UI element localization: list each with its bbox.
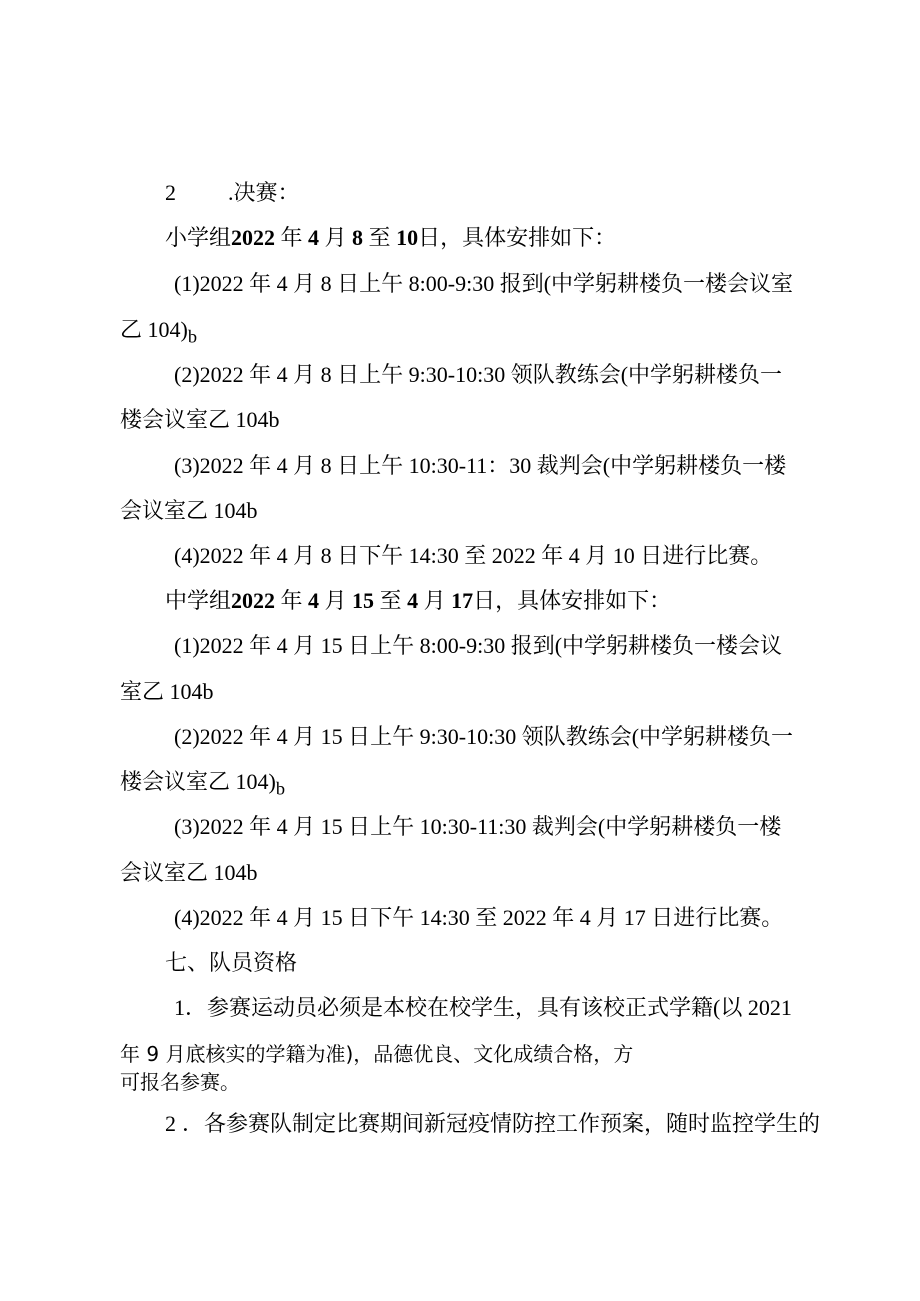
primary-item-3-line-2: 会议室乙 104b bbox=[120, 498, 258, 523]
section-7-heading: 七、队员资格 bbox=[165, 950, 298, 975]
item-text: 楼会议室乙 104) bbox=[120, 769, 276, 794]
middle-group-intro bbox=[165, 587, 671, 615]
primary-item-4: (4)2022 年 4 月 8 日下午 14:30 至 2022 年 4 月 10 日进行比赛。 bbox=[174, 543, 773, 568]
primary-group-intro bbox=[165, 224, 616, 252]
intro-month: 4 bbox=[308, 225, 320, 250]
intro-text: 月 bbox=[423, 588, 446, 613]
item-number: 2 bbox=[165, 1111, 176, 1136]
intro-month-end: 4 bbox=[407, 588, 419, 613]
intro-text: 日，具体安排如下： bbox=[473, 588, 672, 613]
item-text: 乙 104) bbox=[120, 317, 188, 342]
final-heading-text: .决赛： bbox=[228, 180, 300, 205]
primary-item-1-line-1: (1)2022 年 4 月 8 日上午 8:00-9:30 报到(中学躬耕楼负一楼会议室 bbox=[174, 271, 794, 296]
intro-day-end: 10 bbox=[396, 225, 419, 250]
intro-text: 日，具体安排如下： bbox=[418, 225, 617, 250]
intro-text: 年 bbox=[280, 588, 303, 613]
intro-day-start: 8 bbox=[352, 225, 364, 250]
primary-item-3-line-1: (3)2022 年 4 月 8 日上午 10:30-11：30 裁判会(中学躬耕楼负一楼 bbox=[174, 453, 787, 478]
intro-text: 年 bbox=[280, 225, 303, 250]
qualification-1-line-1: 1．参赛运动员必须是本校在校学生，具有该校正式学籍(以 2021 bbox=[174, 995, 792, 1020]
intro-text: 月 bbox=[324, 588, 347, 613]
intro-day-start: 15 bbox=[352, 588, 375, 613]
final-heading bbox=[165, 179, 300, 207]
primary-item-1-line-2 bbox=[120, 316, 197, 350]
item-subscript: b bbox=[187, 326, 197, 347]
intro-text: 至 bbox=[368, 225, 391, 250]
middle-item-2-line-1: (2)2022 年 4 月 15 日上午 9:30-10:30 领队教练会(中学躬耕楼负一 bbox=[174, 724, 794, 749]
final-heading-number: 2 bbox=[165, 180, 176, 205]
intro-text: 中学组 bbox=[165, 588, 232, 613]
qualification-1-line-3: 可报名参赛。 bbox=[120, 1070, 240, 1094]
intro-year: 2022 bbox=[231, 588, 276, 613]
middle-item-3-line-1: (3)2022 年 4 月 15 日上午 10:30-11:30 裁判会(中学躬耕楼负一楼 bbox=[174, 814, 782, 839]
intro-text: 至 bbox=[379, 588, 402, 613]
middle-item-4: (4)2022 年 4 月 15 日下午 14:30 至 2022 年 4 月 17 日进行比赛。 bbox=[174, 905, 784, 930]
qualification-2 bbox=[165, 1110, 820, 1138]
middle-item-1-line-2: 室乙 104b bbox=[120, 679, 214, 704]
item-subscript: b bbox=[275, 778, 285, 799]
middle-item-2-line-2 bbox=[120, 768, 285, 802]
intro-text: 小学组 bbox=[165, 225, 232, 250]
primary-item-2-line-2: 楼会议室乙 104b bbox=[120, 407, 280, 432]
intro-day-end: 17 bbox=[451, 588, 474, 613]
intro-month: 4 bbox=[308, 588, 320, 613]
qualification-1-line-2: 年 9 月底核实的学籍为准)，品德优良、文化成绩合格，方 bbox=[120, 1042, 634, 1066]
intro-text: 月 bbox=[324, 225, 347, 250]
intro-year: 2022 bbox=[231, 225, 276, 250]
primary-item-2-line-1: (2)2022 年 4 月 8 日上午 9:30-10:30 领队教练会(中学躬耕楼负一 bbox=[174, 362, 783, 387]
middle-item-1-line-1: (1)2022 年 4 月 15 日上午 8:00-9:30 报到(中学躬耕楼负一楼会议 bbox=[174, 633, 783, 658]
middle-item-3-line-2: 会议室乙 104b bbox=[120, 860, 258, 885]
item-text: ．各参赛队制定比赛期间新冠疫情防控工作预案，随时监控学生的 bbox=[182, 1111, 821, 1136]
